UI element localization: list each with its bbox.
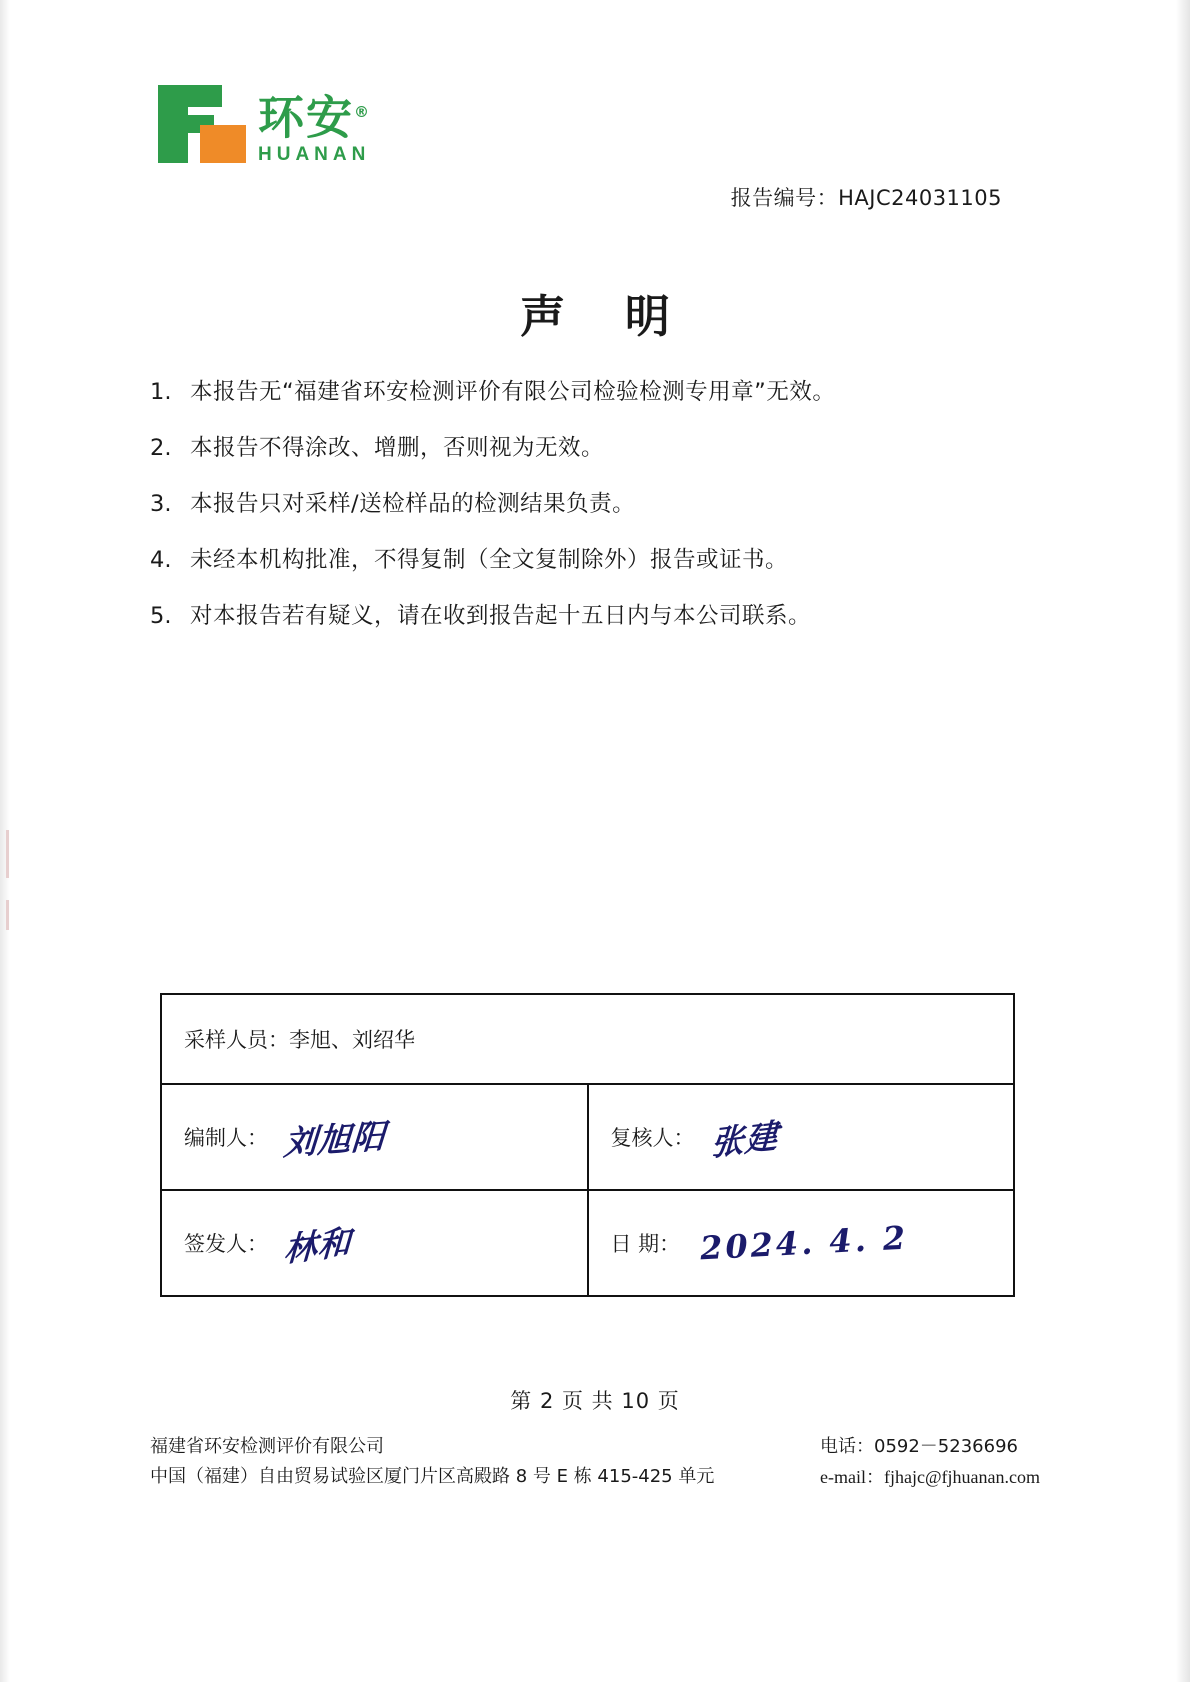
reviewer-signature: 张建 [709,1115,780,1163]
list-item [150,431,1050,465]
report-number-label: 报告编号： [730,186,839,210]
footer-company-info [150,1432,714,1492]
logo-chinese-name: 环安® [258,90,371,145]
footer-contact-info [800,1432,1040,1492]
samplers-cell [162,995,1013,1083]
list-item [150,487,1050,521]
preparer-label: 编制人： [184,1126,268,1150]
scan-edge-right [1176,0,1190,1682]
scan-speck [6,900,9,930]
table-row-preparer-reviewer [162,1085,1013,1191]
issuer-label: 签发人： [184,1232,268,1256]
report-number-value: HAJC24031105 [838,186,1002,210]
logo-mark-icon [158,85,246,163]
footer-email: e-mail：fjhajc@fjhuanan.com [820,1467,1040,1487]
preparer-signature: 刘旭阳 [282,1115,388,1163]
list-item-text: 本报告只对采样/送检样品的检测结果负责。 [190,491,636,517]
footer-company-name: 福建省环安检测评价有限公司 [150,1436,384,1457]
date-value: 2024. 4. 2 [699,1218,910,1268]
date-label: 日 期： [610,1232,681,1256]
list-item [150,543,1050,577]
page-footer [150,1432,1040,1492]
list-item-number: 5. [150,603,172,629]
list-item-number: 2. [150,435,172,461]
issuer-cell [162,1191,589,1295]
table-row-samplers [162,995,1013,1085]
list-item [150,599,1050,633]
table-row-issuer-date [162,1191,1013,1295]
footer-phone: 电话：0592－5236696 [820,1436,1018,1457]
samplers-label: 采样人员： [184,1028,289,1052]
logo-english-name: HUANAN [258,144,371,166]
scan-edge-left [0,0,10,1682]
list-item-number: 3. [150,491,172,517]
page-title: 声 明 [520,290,692,343]
registered-trademark-icon: ® [354,103,371,121]
reviewer-cell [589,1085,1014,1189]
scan-speck [6,830,9,878]
date-cell [589,1191,1014,1295]
company-logo [158,85,371,166]
list-item-text: 本报告不得涂改、增删，否则视为无效。 [190,435,605,461]
list-item-text: 本报告无“福建省环安检测评价有限公司检验检测专用章”无效。 [190,379,836,405]
list-item-text: 未经本机构批准，不得复制（全文复制除外）报告或证书。 [190,547,789,573]
logo-text [258,85,371,166]
preparer-cell [162,1085,589,1189]
report-number [731,182,1002,212]
statement-list [150,375,1050,655]
list-item-text: 对本报告若有疑义，请在收到报告起十五日内与本公司联系。 [190,603,812,629]
footer-address: 中国（福建）自由贸易试验区厦门片区高殿路 8 号 E 栋 415-425 单元 [150,1466,715,1487]
samplers-value: 李旭、刘绍华 [289,1028,415,1052]
issuer-signature: 林和 [283,1221,353,1269]
list-item-number: 4. [150,547,172,573]
list-item [150,375,1050,409]
signature-table [160,993,1015,1297]
page-number: 第 2 页 共 10 页 [510,1389,680,1413]
reviewer-label: 复核人： [610,1126,695,1150]
list-item-number: 1. [150,379,172,405]
